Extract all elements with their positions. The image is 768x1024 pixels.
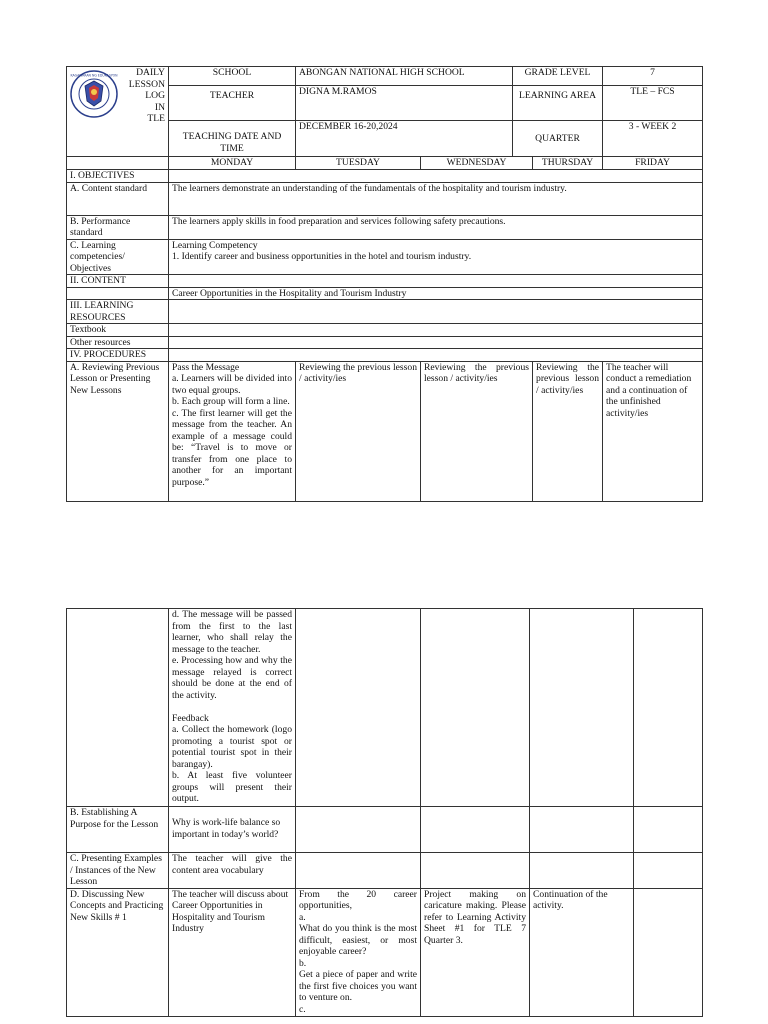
blank-cell (67, 157, 169, 170)
examples-label: C. Presenting Examples / Instances of the New Lesson (67, 853, 169, 889)
reviewing-friday: The teacher will conduct a remediation and a continuation of the unfinished activity/ies (603, 361, 703, 501)
learning-area-label: LEARNING AREA (513, 86, 603, 121)
procedures-row (169, 349, 703, 362)
reviewing-wednesday: Reviewing the previous lesson / activity/ies (421, 361, 533, 501)
lesson-log-table-page2 (66, 608, 703, 1017)
content-row (169, 275, 703, 288)
teaching-date-label: TEACHING DATE AND TIME (169, 121, 296, 157)
discussing-monday: The teacher will discuss about Career Opportunities in Hospitality and Tourism Industry (169, 888, 296, 1016)
blank-cell (530, 609, 634, 807)
school-value: ABONGAN NATIONAL HIGH SCHOOL (296, 67, 513, 86)
blank-cell (296, 807, 421, 853)
textbook-row (169, 324, 703, 337)
day-tuesday: TUESDAY (296, 157, 421, 170)
lesson-log-table-page1 (66, 66, 703, 502)
learning-competencies-text: Learning Competency 1. Identify career and business opportunities in the hotel and tourism industry. (169, 239, 703, 275)
performance-standard-label: B. Performance standard (67, 215, 169, 239)
teacher-value: DIGNA M.RAMOS (296, 86, 513, 121)
blank-cell (634, 807, 703, 853)
blank-cell (67, 609, 169, 807)
teaching-date-value: DECEMBER 16-20,2024 (296, 121, 513, 157)
discussing-wednesday: Project making on caricature making. Please refer to Learning Activity Sheet #1 for TLE 7 Quarter 3. (421, 888, 530, 1016)
learning-area-value: TLE – FCS (603, 86, 703, 121)
day-monday: MONDAY (169, 157, 296, 170)
procedures-label: IV. PROCEDURES (67, 349, 169, 362)
day-thursday: THURSDAY (533, 157, 603, 170)
blank-cell (634, 609, 703, 807)
learning-competencies-label: C. Learning competencies/ Objectives (67, 239, 169, 275)
content-standard-text: The learners demonstrate an understanding of the fundamentals of the hospitality and tourism industry. (169, 182, 703, 215)
blank-cell (634, 853, 703, 889)
teacher-label: TEACHER (169, 86, 296, 121)
svg-text:KAGAWARAN NG EDUKASYON: KAGAWARAN NG EDUKASYON (70, 73, 118, 78)
learning-resources-label: III. LEARNING RESOURCES (67, 300, 169, 324)
examples-monday: The teacher will give the content area vocabulary (169, 853, 296, 889)
reviewing-thursday: Reviewing the previous lesson / activity/ies (533, 361, 603, 501)
content-text: Career Opportunities in the Hospitality and Tourism Industry (169, 287, 703, 300)
purpose-monday: Why is work-life balance so important in today’s world? (169, 807, 296, 853)
other-resources-label: Other resources (67, 336, 169, 349)
learning-resources-row (169, 300, 703, 324)
purpose-label: B. Establishing A Purpose for the Lesson (67, 807, 169, 853)
content-standard-label: A. Content standard (67, 182, 169, 215)
blank-cell (67, 287, 169, 300)
blank-cell (530, 853, 634, 889)
objectives-label: I. OBJECTIVES (67, 170, 169, 183)
blank-cell (530, 807, 634, 853)
day-wednesday: WEDNESDAY (421, 157, 533, 170)
reviewing-monday: Pass the Message a. Learners will be divided into two equal groups. b. Each group will form a line. c. The first learner will get the message from the teacher. An example of a message could be: “Travel is to move or transfer from one place to another for an important purpose.” (169, 361, 296, 501)
blank-cell (296, 853, 421, 889)
objectives-row (169, 170, 703, 183)
reviewing-monday-continued: d. The message will be passed from the first to the last learner, who shall relay the message to the teacher. e. Processing how and why the message relayed is correct should be done at the end of the activity. Feedback a. Collect the homework (logo promoting a tourist spot or potential tourist spot in their barangay). b. At least five volunteer groups will present their output. (169, 609, 296, 807)
quarter-label: QUARTER (513, 121, 603, 157)
day-friday: FRIDAY (603, 157, 703, 170)
blank-cell (634, 888, 703, 1016)
blank-cell (421, 853, 530, 889)
school-label: SCHOOL (169, 67, 296, 86)
daily-lesson-log-title: DAILY LESSON LOG IN TLE (67, 67, 169, 157)
discussing-thursday: Continuation of the activity. (530, 888, 634, 1016)
discussing-tuesday: From the 20 career opportunities, a. What do you think is the most difficult, easiest, or most enjoyable career? b. Get a piece of paper and write the first five choices you want to venture on. c. (296, 888, 421, 1016)
blank-cell (296, 609, 421, 807)
reviewing-tuesday: Reviewing the previous lesson / activity/ies (296, 361, 421, 501)
grade-level-label: GRADE LEVEL (513, 67, 603, 86)
blank-cell (421, 609, 530, 807)
quarter-value: 3 - WEEK 2 (603, 121, 703, 157)
blank-cell (421, 807, 530, 853)
reviewing-label: A. Reviewing Previous Lesson or Presenting New Lessons (67, 361, 169, 501)
other-resources-row (169, 336, 703, 349)
grade-level-value: 7 (603, 67, 703, 86)
textbook-label: Textbook (67, 324, 169, 337)
discussing-label: D. Discussing New Concepts and Practicing New Skills # 1 (67, 888, 169, 1016)
content-label: II. CONTENT (67, 275, 169, 288)
performance-standard-text: The learners apply skills in food preparation and services following safety precautions. (169, 215, 703, 239)
